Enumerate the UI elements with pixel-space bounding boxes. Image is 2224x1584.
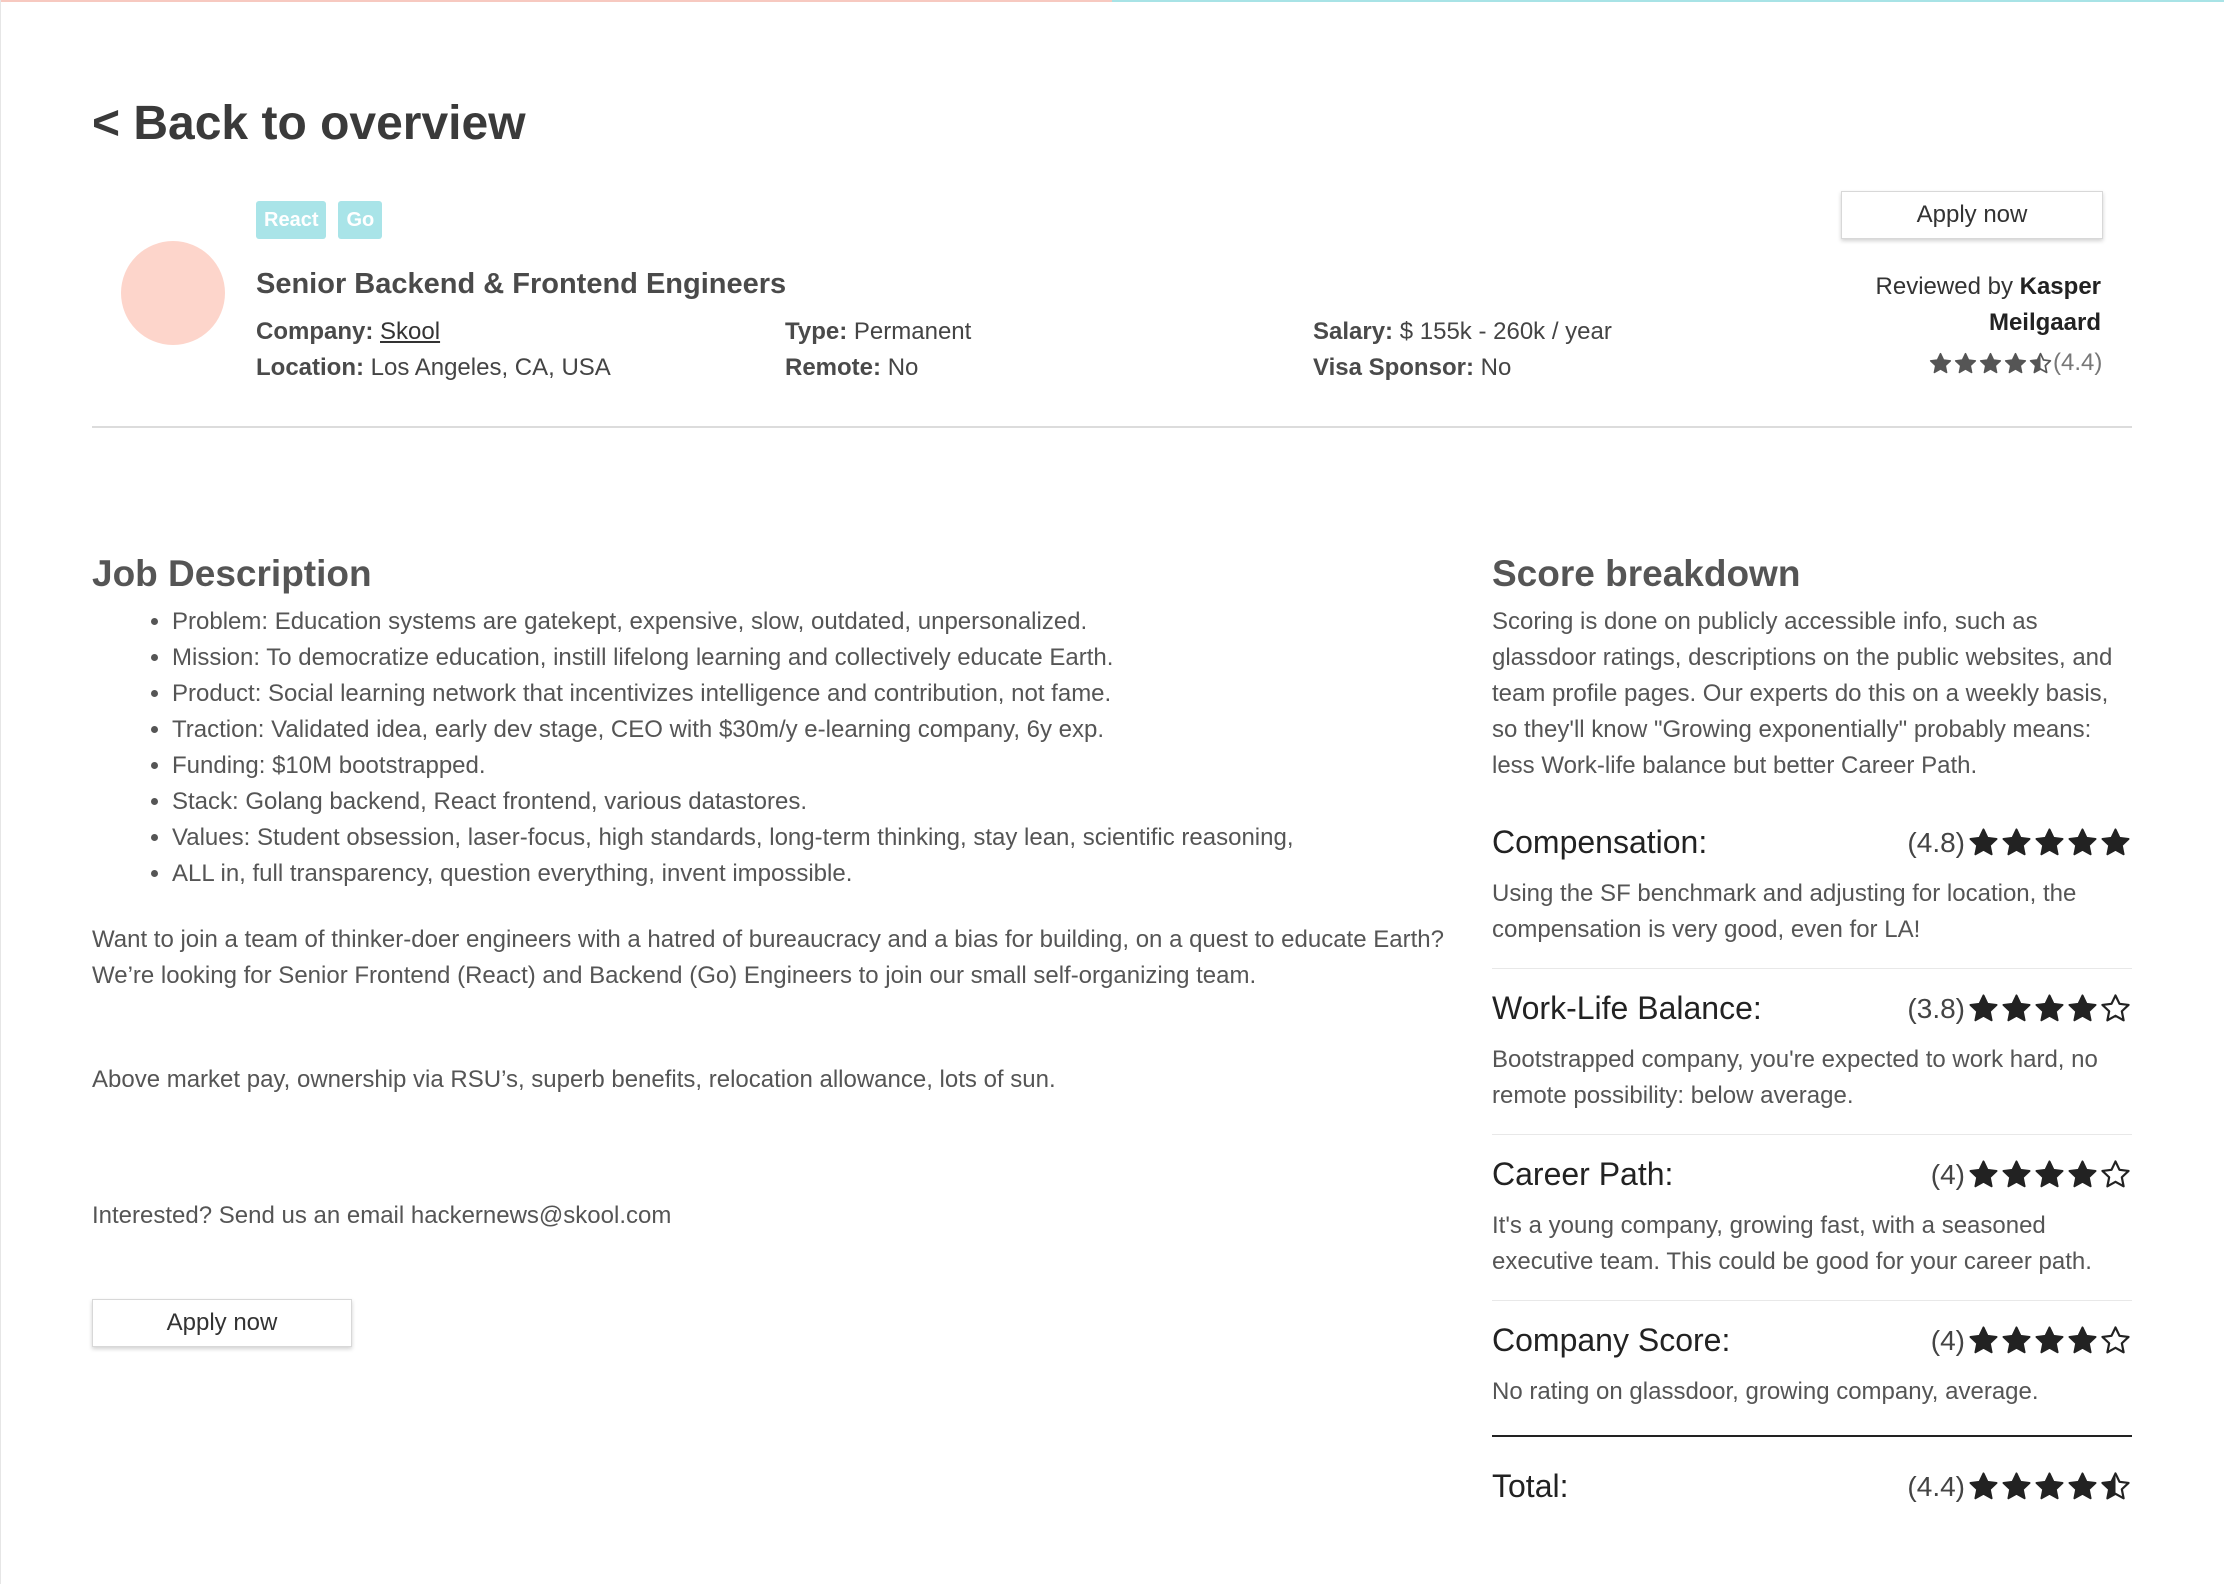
job-title: Senior Backend & Frontend Engineers: [256, 268, 787, 300]
star-icon: [2000, 1324, 2033, 1357]
empty-star-icon: [2099, 1324, 2132, 1357]
star-icon: [1967, 826, 2000, 859]
list-item: • Values: Student obsession, laser-focus, high standards, long-term thinking, stay lean, scientific reasoning,: [172, 820, 1294, 856]
score-separator: [1492, 1134, 2132, 1135]
header-divider: [92, 426, 2132, 428]
company-label: Company:: [256, 318, 374, 345]
score-separator: [1492, 1300, 2132, 1301]
job-description-heading: Job Description: [92, 553, 372, 594]
score-rating: [1907, 992, 2132, 1025]
list-item: • Stack: Golang backend, React frontend, various datastores.: [172, 784, 1294, 820]
company-meta: [256, 318, 440, 346]
star-icon: [2000, 1470, 2033, 1503]
apply-now-button-bottom[interactable]: Apply now: [92, 1299, 352, 1347]
remote-meta: [785, 354, 918, 382]
contact-text: Interested? Send us an email hackernews@skool.com: [92, 1202, 672, 1229]
top-accent-bar: [0, 0, 2224, 2]
star-icon: [2033, 826, 2066, 859]
salary-label: Salary:: [1313, 318, 1394, 345]
score-rating: [1931, 1158, 2132, 1191]
visa-meta: [1313, 354, 1511, 382]
half-star-icon: [2028, 351, 2053, 376]
score-stars: [1967, 992, 2132, 1025]
star-icon: [2000, 992, 2033, 1025]
location-label: Location:: [256, 354, 364, 381]
score-value: (3.8): [1907, 992, 1965, 1024]
star-icon: [1967, 1158, 2000, 1191]
star-icon: [2099, 826, 2132, 859]
star-icon: [1928, 351, 1953, 376]
total-separator: [1492, 1435, 2132, 1437]
salary-value: $ 155k - 260k / year: [1399, 318, 1612, 345]
header-rating-value: (4.4): [2053, 349, 2103, 376]
empty-star-icon: [2099, 1158, 2132, 1191]
total-stars: [1967, 1470, 2132, 1503]
score-value: (4): [1930, 1158, 1965, 1190]
score-value: (4): [1930, 1324, 1965, 1356]
star-icon: [2033, 1158, 2066, 1191]
company-avatar: [121, 241, 225, 345]
star-icon: [2066, 992, 2099, 1025]
star-icon: [1967, 992, 2000, 1025]
score-breakdown-heading: Score breakdown: [1492, 553, 1801, 594]
score-breakdown-intro: Scoring is done on publicly accessible info, such as glassdoor ratings, descriptions on the public websites, and team profile pages. Our experts do this on a weekly basis, so they'll know "Growing exponentially" probably means: less Work-life balance but better Career Path.: [1492, 608, 2113, 779]
list-item: • Problem: Education systems are gatekept, expensive, slow, outdated, unpersonalized.: [172, 604, 1294, 640]
list-item: • Mission: To democratize education, instill lifelong learning and collectively educate Earth.: [172, 640, 1294, 676]
remote-label: Remote:: [785, 354, 882, 381]
star-icon: [2066, 1158, 2099, 1191]
location-value: Los Angeles, CA, USA: [370, 354, 611, 381]
list-item: • Funding: $10M bootstrapped.: [172, 748, 1294, 784]
visa-value: No: [1480, 354, 1512, 381]
star-icon: [2066, 1470, 2099, 1503]
star-icon: [2033, 992, 2066, 1025]
star-icon: [2033, 1324, 2066, 1357]
empty-star-icon: [2099, 992, 2132, 1025]
star-icon: [2066, 826, 2099, 859]
job-paragraph-intro: Want to join a team of thinker-doer engineers with a hatred of bureaucracy and a bias for building, on a quest to educate Earth? We’re looking for Senior Frontend (React) and Backend (Go) Engineers to join our small self-organizing team.: [92, 926, 1444, 989]
remote-value: No: [887, 354, 919, 381]
score-stars: [1967, 1324, 2132, 1357]
score-value: (4.8): [1907, 826, 1965, 858]
score-stars: [1967, 1158, 2132, 1191]
score-rating: [1931, 1324, 2132, 1357]
star-icon: [2000, 1158, 2033, 1191]
score-separator: [1492, 968, 2132, 969]
score-label: Compensation:: [1492, 824, 1708, 860]
score-description: Using the SF benchmark and adjusting for location, the compensation is very good, even for LA!: [1492, 880, 2077, 943]
apply-now-button-header[interactable]: Apply now: [1841, 191, 2103, 239]
type-meta: [785, 318, 971, 346]
salary-meta: [1313, 318, 1612, 346]
star-icon: [2000, 826, 2033, 859]
star-icon: [2003, 351, 2028, 376]
job-paragraph-benefits: Above market pay, ownership via RSU’s, superb benefits, relocation allowance, lots of sun.: [92, 1066, 1056, 1093]
score-rating: [1907, 826, 2132, 859]
list-item: • ALL in, full transparency, question everything, invent impossible.: [172, 856, 1294, 892]
score-description: It's a young company, growing fast, with a seasoned executive team. This could be good for your career path.: [1492, 1212, 2092, 1275]
tag-go[interactable]: Go: [338, 201, 382, 239]
star-icon: [1967, 1324, 2000, 1357]
reviewed-by: [1801, 269, 2101, 341]
score-stars: [1967, 826, 2132, 859]
score-label: Career Path:: [1492, 1156, 1674, 1192]
star-icon: [2033, 1470, 2066, 1503]
star-icon: [2066, 1324, 2099, 1357]
type-label: Type:: [785, 318, 848, 345]
tech-tags: [256, 201, 382, 239]
star-icon: [1978, 351, 2003, 376]
score-description: No rating on glassdoor, growing company, average.: [1492, 1378, 2039, 1405]
location-meta: [256, 354, 611, 382]
score-label: Work-Life Balance:: [1492, 990, 1762, 1026]
star-icon: [1967, 1470, 2000, 1503]
company-link[interactable]: Skool: [380, 318, 441, 345]
list-item: • Traction: Validated idea, early dev stage, CEO with $30m/y e-learning company, 6y exp.: [172, 712, 1294, 748]
total-value: (4.4): [1907, 1470, 1965, 1502]
total-rating: [1907, 1470, 2132, 1503]
score-label: Company Score:: [1492, 1322, 1731, 1358]
header-rating-stars: [1928, 351, 2053, 376]
job-description-list: [128, 604, 1294, 892]
tag-react[interactable]: React: [256, 201, 326, 239]
back-to-overview-link[interactable]: < Back to overview: [92, 97, 526, 150]
total-label: Total:: [1492, 1468, 1569, 1504]
left-edge-line: [0, 0, 1, 1584]
list-item: • Product: Social learning network that incentivizes intelligence and contribution, not fame.: [172, 676, 1294, 712]
reviewed-prefix: Reviewed by: [1875, 273, 2013, 300]
type-value: Permanent: [853, 318, 972, 345]
header-rating: [1928, 349, 2102, 377]
star-icon: [1953, 351, 1978, 376]
reviewer-name[interactable]: Kasper Meilgaard: [1988, 273, 2101, 336]
score-description: Bootstrapped company, you're expected to work hard, no remote possibility: below average.: [1492, 1046, 2098, 1109]
visa-label: Visa Sponsor:: [1313, 354, 1474, 381]
half-star-icon: [2099, 1470, 2132, 1503]
